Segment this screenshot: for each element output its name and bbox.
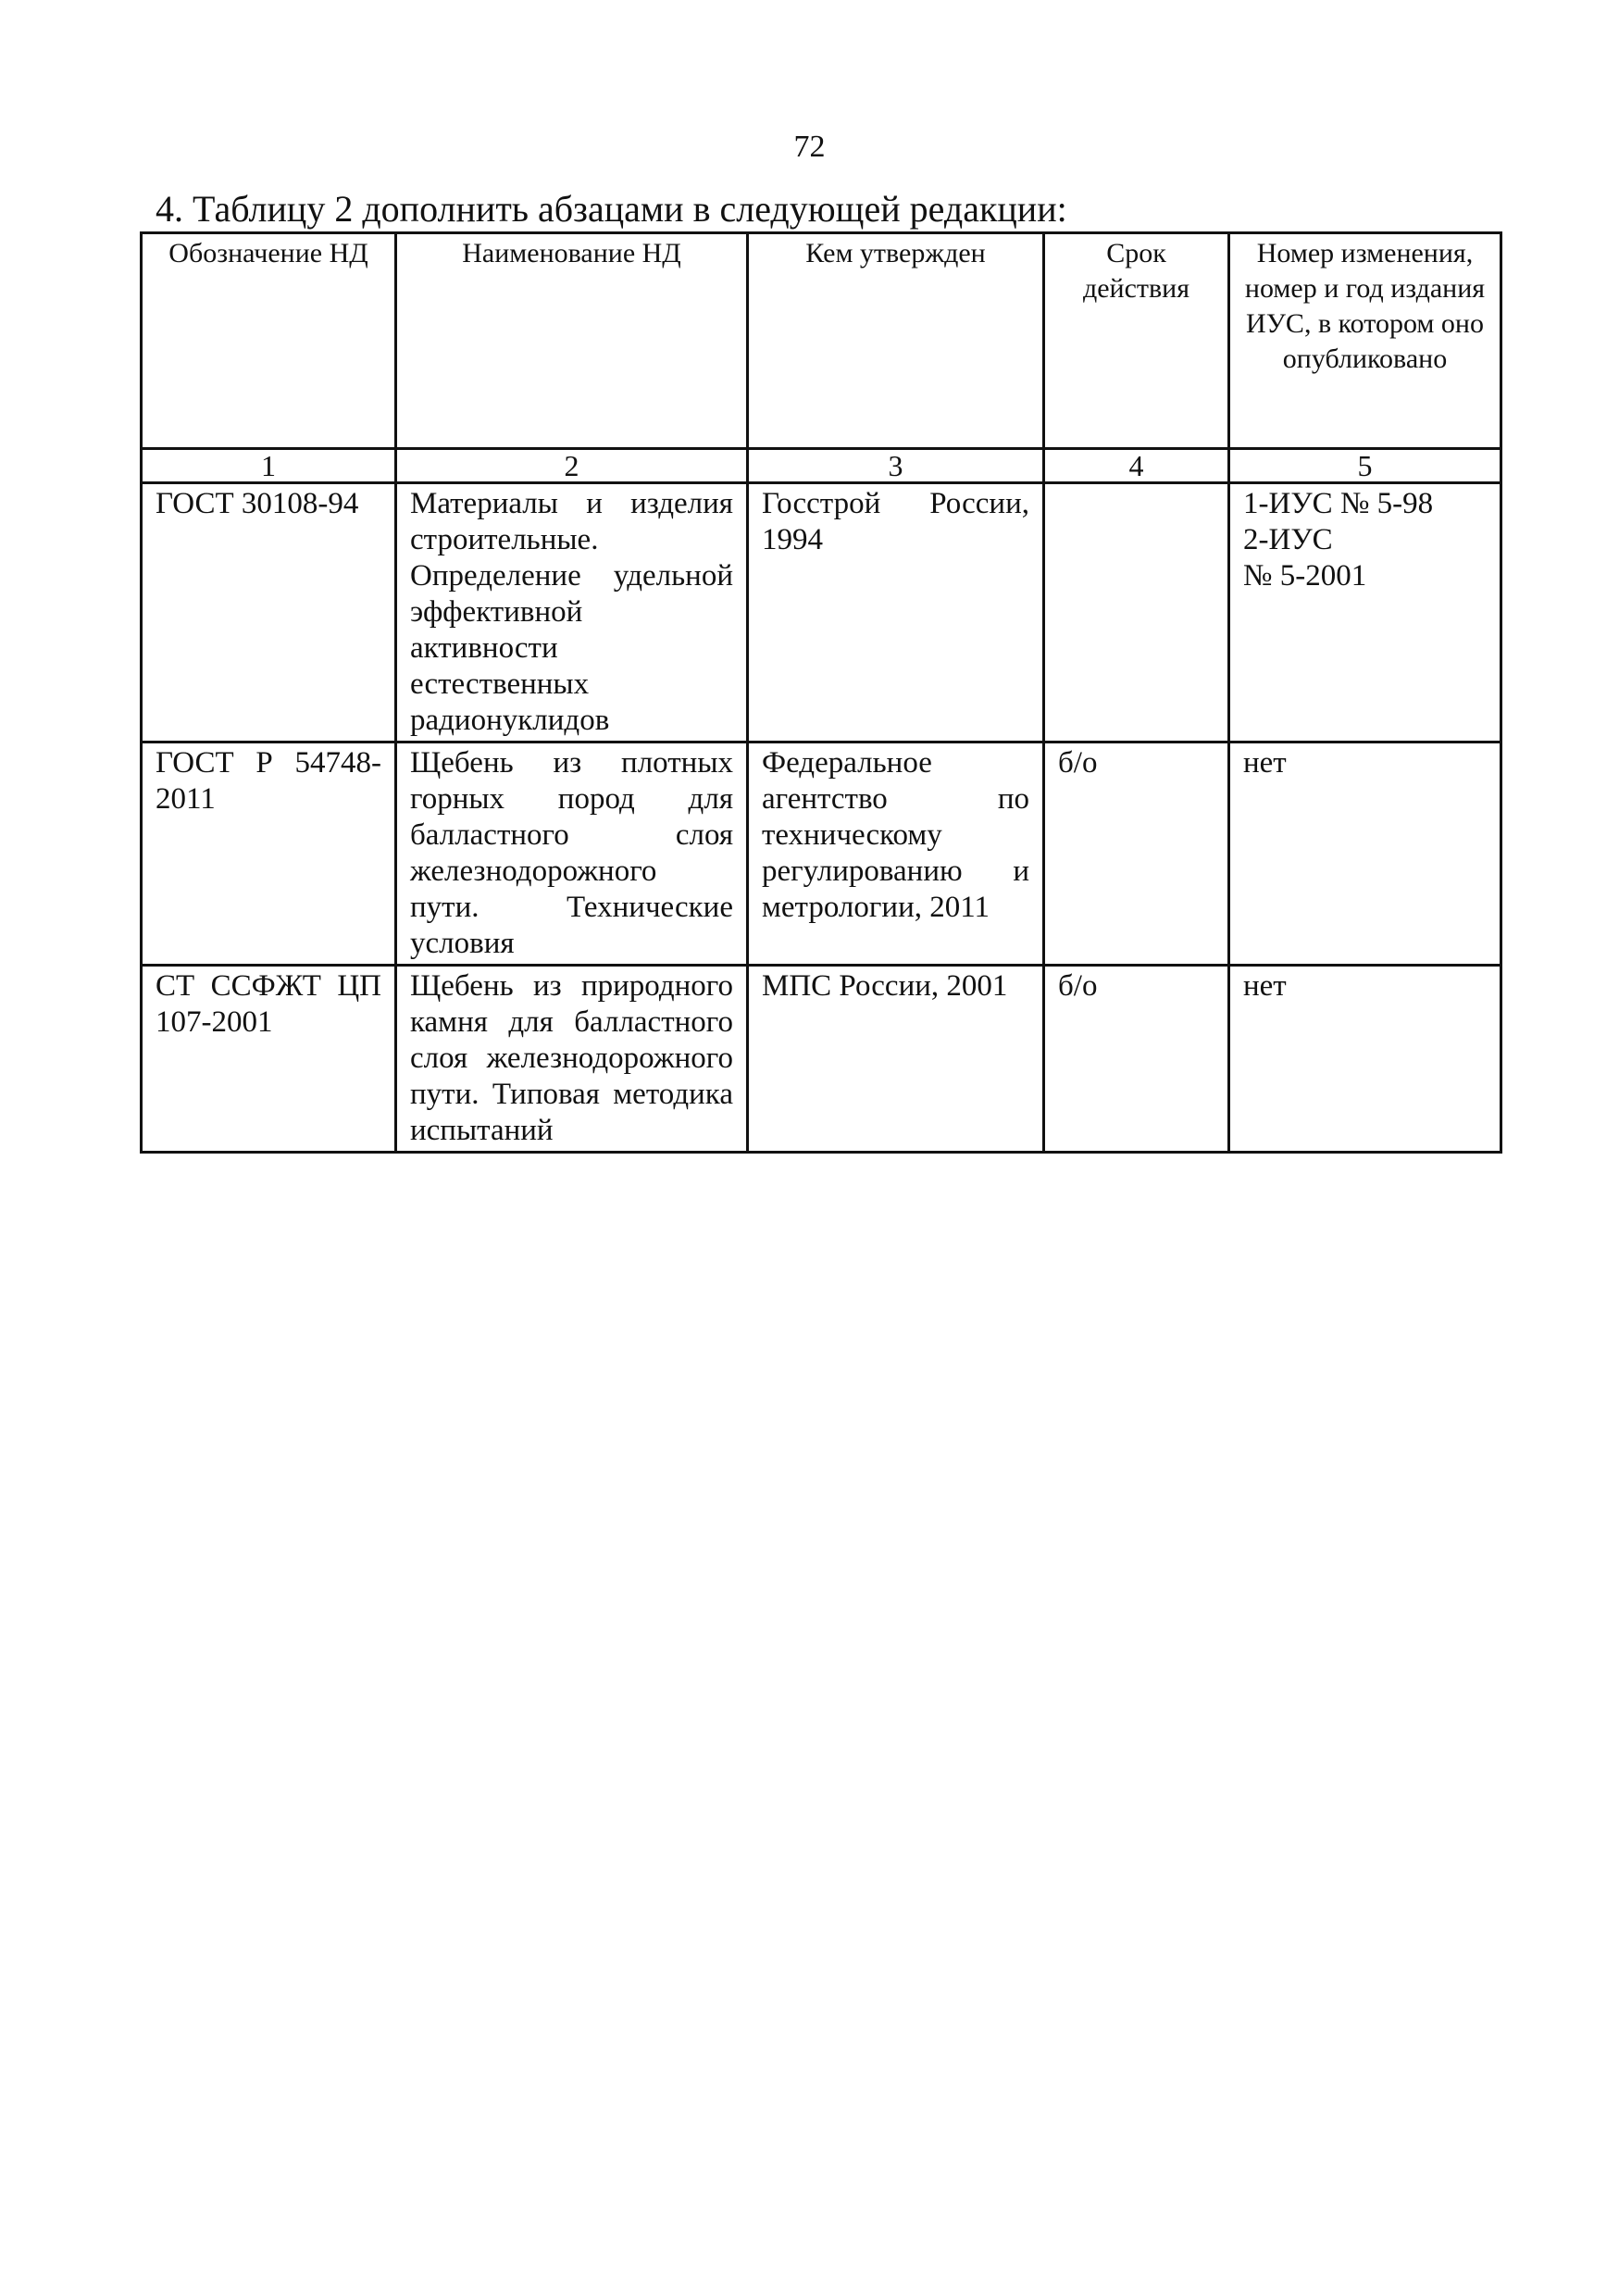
table-row <box>142 742 1501 966</box>
name-cell: Материалы и изделия строительные. Определение удельной эффективной активности естественных радионуклидов <box>396 483 748 742</box>
normative-documents-table <box>140 231 1502 1154</box>
change-line: 2-ИУС <box>1243 523 1333 556</box>
column-number: 2 <box>396 449 748 483</box>
table-header-row <box>142 233 1501 449</box>
designation-cell: ГОСТ Р 54748-2011 <box>142 742 396 966</box>
column-number: 4 <box>1044 449 1229 483</box>
validity-cell: б/о <box>1044 966 1229 1153</box>
column-number: 3 <box>748 449 1044 483</box>
changes-cell <box>1229 742 1501 966</box>
change-line: № 5-2001 <box>1243 559 1367 593</box>
table-row <box>142 483 1501 742</box>
changes-cell <box>1229 483 1501 742</box>
change-line: нет <box>1243 746 1287 780</box>
header-designation: Обозначение НД <box>142 233 396 449</box>
column-number: 1 <box>142 449 396 483</box>
changes-cell <box>1229 966 1501 1153</box>
page-number: 72 <box>793 130 826 164</box>
name-cell: Щебень из природного камня для балластного слоя железнодорожного пути. Типовая методика испытаний <box>396 966 748 1153</box>
column-number: 5 <box>1229 449 1501 483</box>
approved-by-cell: МПС России, 2001 <box>748 966 1044 1153</box>
header-changes: Номер изменения, номер и год издания ИУС, в котором оно опубликовано <box>1229 233 1501 449</box>
table-row <box>142 966 1501 1153</box>
header-validity: Срок действия <box>1044 233 1229 449</box>
designation-cell: СТ ССФЖТ ЦП 107-2001 <box>142 966 396 1153</box>
header-name: Наименование НД <box>396 233 748 449</box>
header-approved-by: Кем утвержден <box>748 233 1044 449</box>
validity-cell <box>1044 483 1229 742</box>
validity-cell: б/о <box>1044 742 1229 966</box>
change-line: нет <box>1243 969 1287 1003</box>
name-cell: Щебень из плотных горных пород для балластного слоя железнодорожного пути. Технические условия <box>396 742 748 966</box>
change-line: 1-ИУС № 5-98 <box>1243 487 1434 520</box>
approved-by-cell: Госстрой России, 1994 <box>748 483 1044 742</box>
designation-cell: ГОСТ 30108-94 <box>142 483 396 742</box>
section-heading: 4. Таблицу 2 дополнить абзацами в следующей редакции: <box>156 188 1067 230</box>
approved-by-cell: Федеральное агентство по техническому регулированию и метрологии, 2011 <box>748 742 1044 966</box>
column-number-row <box>142 449 1501 483</box>
